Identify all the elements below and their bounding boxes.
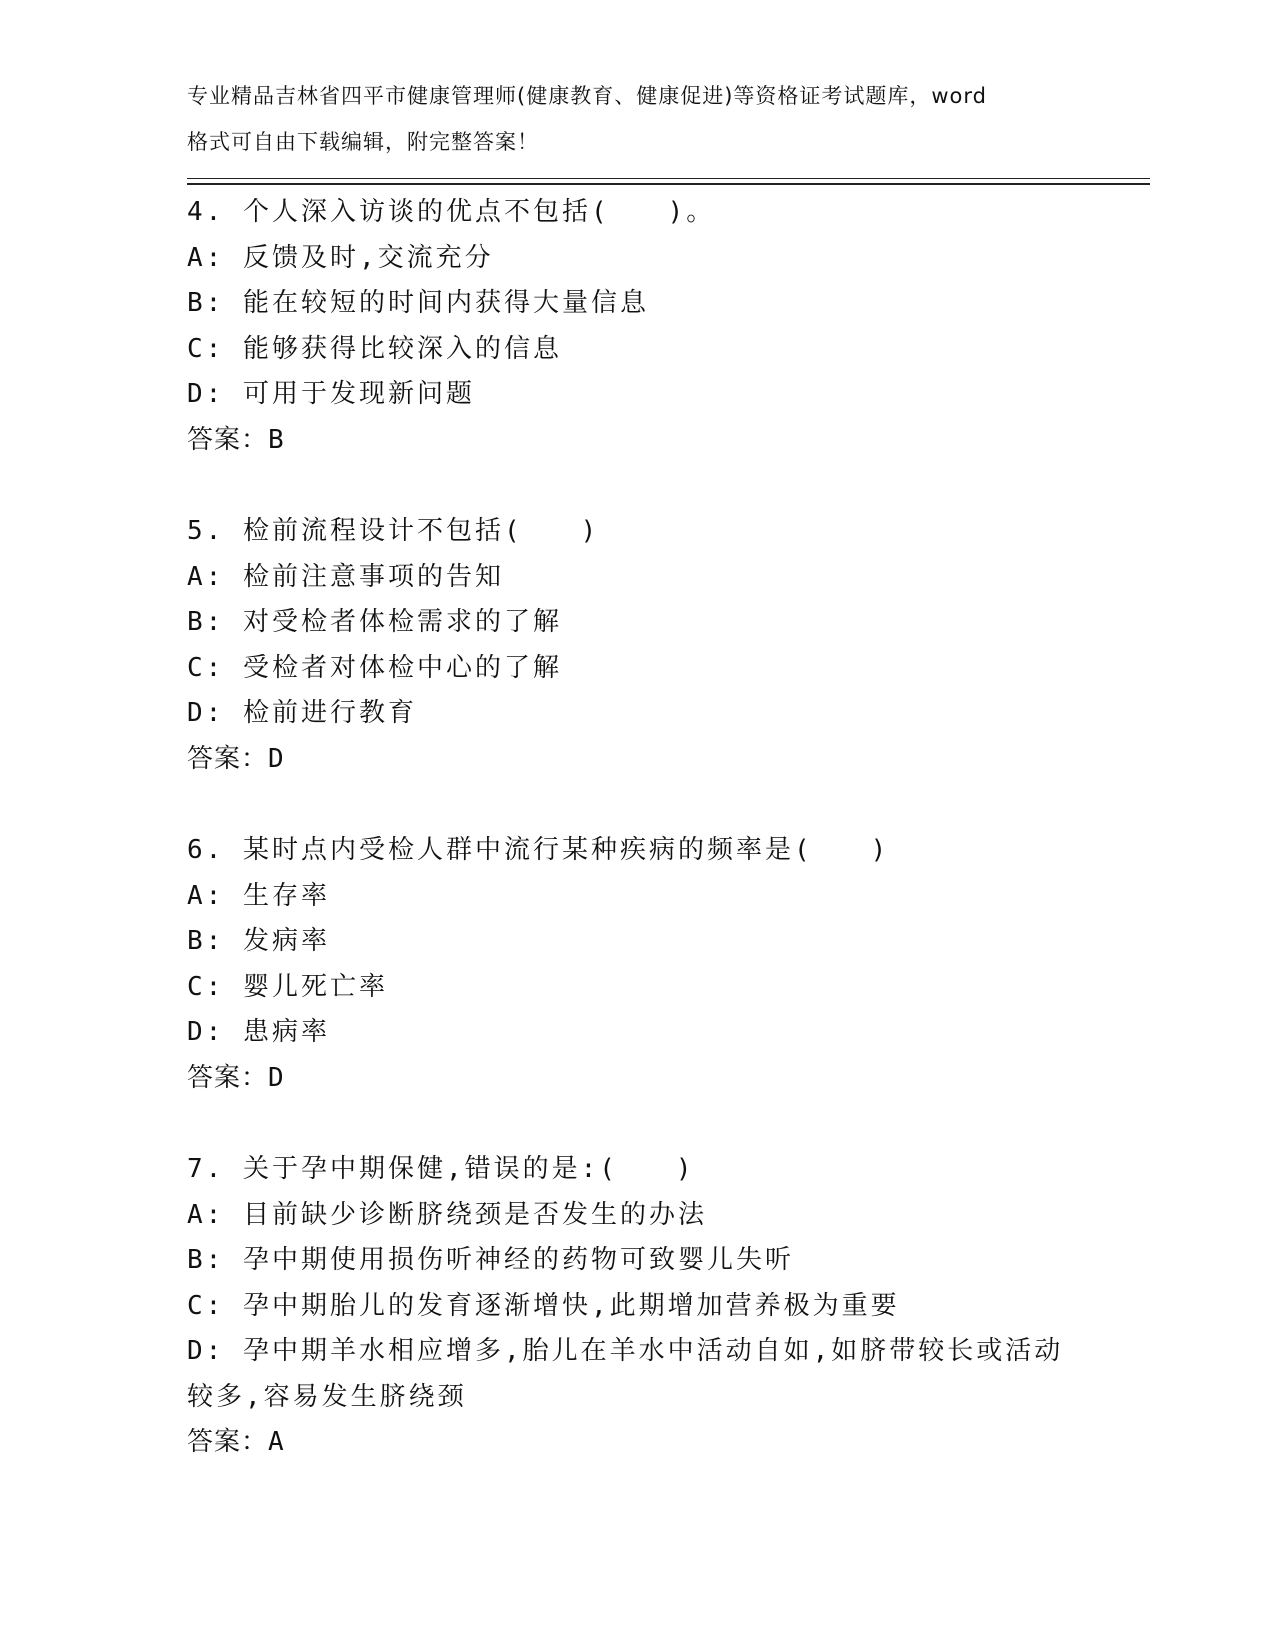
option-b: B: 孕中期使用损伤听神经的药物可致婴儿失听 [187, 1245, 794, 1275]
answer-line [187, 418, 1087, 464]
option-a: A: 反馈及时,交流充分 [187, 242, 494, 273]
question-5 [187, 509, 1087, 782]
option-b: B: 对受检者体检需求的了解 [187, 607, 562, 637]
question-7 [187, 1147, 1087, 1466]
question-4 [187, 190, 1087, 463]
question-list [187, 190, 1087, 1512]
answer-value: B [268, 424, 285, 455]
option-c: C: 婴儿死亡率 [187, 971, 388, 1002]
answer-line [187, 1056, 1087, 1102]
header-line-1: 专业精品吉林省四平市健康管理师(健康教育、健康促进)等资格证考试题库，word [187, 84, 988, 108]
document-header [187, 74, 1087, 165]
option-a: A: 检前注意事项的告知 [187, 561, 504, 592]
option-d: D: 检前进行教育 [187, 698, 417, 728]
option-a: A: 生存率 [187, 880, 330, 911]
answer-label: 答案： [187, 743, 269, 774]
question-stem: 6. 某时点内受检人群中流行某种疾病的频率是( ) [187, 835, 890, 865]
option-b: B: 能在较短的时间内获得大量信息 [187, 288, 649, 318]
question-6 [187, 828, 1087, 1101]
answer-value: A [268, 1427, 285, 1457]
option-d: D: 患病率 [187, 1017, 330, 1047]
answer-line [187, 1420, 1087, 1466]
header-divider-thin [187, 178, 1150, 179]
option-a: A: 目前缺少诊断脐绕颈是否发生的办法 [187, 1199, 707, 1230]
answer-label: 答案： [187, 1427, 269, 1457]
option-b: B: 发病率 [187, 926, 330, 956]
question-stem: 7. 关于孕中期保健,错误的是:( ) [187, 1154, 695, 1184]
option-c: C: 能够获得比较深入的信息 [187, 333, 562, 364]
answer-label: 答案： [187, 1062, 269, 1093]
question-stem: 4. 个人深入访谈的优点不包括( )。 [187, 197, 716, 227]
option-c: C: 孕中期胎儿的发育逐渐增快,此期增加营养极为重要 [187, 1290, 900, 1321]
header-line-2: 格式可自由下载编辑，附完整答案！ [187, 129, 539, 154]
question-stem: 5. 检前流程设计不包括( ) [187, 516, 600, 546]
option-c: C: 受检者对体检中心的了解 [187, 652, 562, 683]
option-d: D: 可用于发现新问题 [187, 379, 475, 409]
answer-label: 答案： [187, 424, 269, 455]
header-divider-thick [187, 183, 1150, 185]
answer-value: D [268, 1062, 285, 1093]
answer-value: D [268, 743, 285, 774]
option-d: D: 孕中期羊水相应增多,胎儿在羊水中活动自如,如脐带较长或活动较多,容易发生脐绕颈 [187, 1336, 1064, 1412]
answer-line [187, 737, 1087, 783]
